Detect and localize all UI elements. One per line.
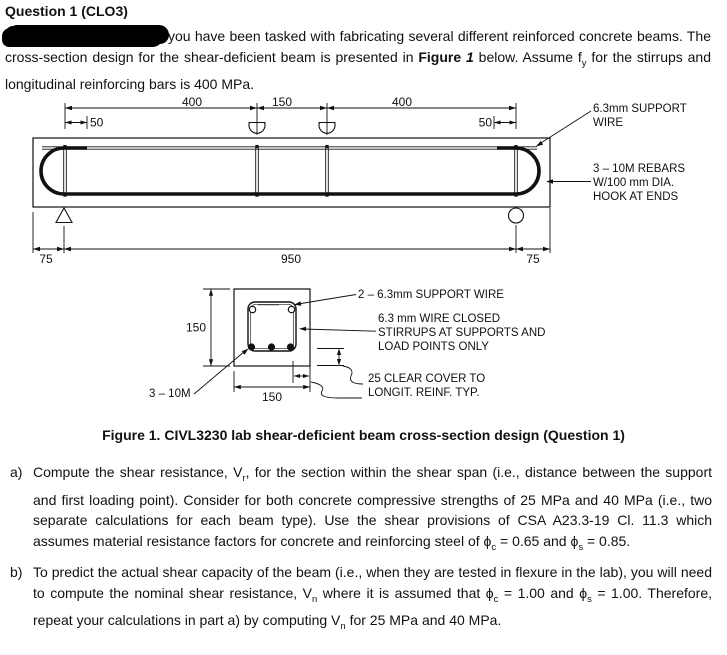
question-heading: Question 1 (CLO3) bbox=[5, 3, 128, 19]
beam-elevation bbox=[33, 95, 687, 266]
figure-reference-number: 1 bbox=[466, 48, 474, 65]
part-a-text-2: , for the section within the shear span (i.e., distance between the support and first loading point). Consider for both concrete compressive strengths of 25 MPa and 40 MPa (i.e., two separate calculations for each beam type). Use the shear provisions of CSA A23.3-19 Cl. 11.3 which assumes material resistance factors for concrete and reinforcing steel of ϕ bbox=[33, 464, 712, 549]
part-b-label: b) bbox=[10, 564, 23, 580]
section-dim-vertical bbox=[186, 289, 230, 366]
vr-subscript: r bbox=[242, 472, 246, 484]
section-dim-150-v: 150 bbox=[185, 320, 206, 335]
section-outline bbox=[234, 289, 310, 366]
cover-note-line2: LONGIT. REINF. TYP. bbox=[368, 387, 480, 399]
dim-950: 950 bbox=[280, 252, 302, 266]
part-a-text-4: = 0.85. bbox=[583, 532, 631, 549]
rebars-label-line2: W/100 mm DIA. bbox=[593, 177, 675, 189]
vn-subscript-2: n bbox=[340, 621, 346, 632]
label-3-10m: 3 – 10M bbox=[149, 388, 191, 400]
part-b-text-4: = 1.00. Therefore, repeat your calculations in part a) by computing V bbox=[33, 584, 712, 629]
figure-reference: Figure bbox=[418, 48, 466, 65]
pin-support-triangle bbox=[56, 208, 72, 223]
callout-rebars bbox=[546, 163, 685, 203]
callout-stirrups-note bbox=[299, 313, 545, 353]
support-wire-label-line2: WIRE bbox=[593, 117, 624, 129]
dim-400-right: 400 bbox=[391, 95, 413, 109]
callout-2-support-wire bbox=[294, 289, 504, 306]
stirrups-note-line1: 6.3 mm WIRE CLOSED bbox=[378, 313, 501, 325]
beam-cross-section bbox=[149, 289, 545, 404]
rebars-label-line1: 3 – 10M REBARS bbox=[593, 163, 686, 175]
intro-text-1: you have been tasked with fabricating several different reinforced concrete beams. The cross-section design for the shear-deficient beam is presented in bbox=[5, 28, 711, 65]
figure-1-drawing bbox=[0, 95, 727, 415]
dim-400-left: 400 bbox=[181, 95, 203, 109]
rebars-label-line3: HOOK AT ENDS bbox=[593, 191, 679, 203]
fy-subscript: y bbox=[581, 57, 587, 69]
dimensions-top bbox=[65, 95, 516, 135]
section-dim-150-h: 150 bbox=[261, 390, 283, 404]
stirrups-note-line2: STIRRUPS AT SUPPORTS AND bbox=[378, 327, 546, 339]
intro-paragraph bbox=[5, 26, 711, 95]
figure-caption: Figure 1. CIVL3230 lab shear-deficient beam cross-section design (Question 1) bbox=[102, 427, 625, 443]
phi-s-subscript-b: s bbox=[587, 593, 592, 605]
label-2-wire: 2 – 6.3mm SUPPORT WIRE bbox=[358, 289, 504, 301]
intro-text-2: below. Assume f bbox=[473, 48, 582, 65]
phi-c-subscript-b: c bbox=[493, 593, 499, 605]
load-point-symbols bbox=[249, 123, 336, 134]
part-b-text-3: = 1.00 and ϕ bbox=[498, 584, 588, 601]
part-a-text-1: Compute the shear resistance, V bbox=[33, 464, 243, 480]
vn-subscript-1: n bbox=[312, 593, 318, 605]
dim-50-right: 50 bbox=[478, 115, 492, 130]
callout-support-wire bbox=[536, 103, 687, 147]
part-b-text-1: To predict the actual shear capacity of the beam (i.e., when they are tested in flexure in the lab), you will need to compute the nominal shear resistance, V bbox=[33, 564, 712, 601]
dim-75-left: 75 bbox=[39, 252, 53, 266]
dim-150-top: 150 bbox=[271, 95, 293, 109]
part-a-paragraph bbox=[5, 462, 712, 558]
intro-text-3: for the stirrups and longitudinal reinforcing bars is 400 MPa. bbox=[5, 48, 711, 92]
beam-outline bbox=[33, 138, 550, 207]
part-b-paragraph bbox=[5, 562, 712, 638]
stirrups-note-line3: LOAD POINTS ONLY bbox=[378, 341, 489, 353]
dim-50-left: 50 bbox=[90, 115, 104, 130]
part-b-text-5: for 25 MPa and 40 MPa. bbox=[345, 612, 502, 629]
support-wire-label-line1: 6.3mm SUPPORT bbox=[593, 103, 687, 115]
phi-c-subscript: c bbox=[491, 541, 497, 553]
dim-75-right: 75 bbox=[526, 252, 540, 266]
dimensions-bottom bbox=[33, 208, 550, 266]
callout-clear-cover-note bbox=[368, 373, 485, 399]
roller-support-circle bbox=[509, 208, 524, 223]
part-a-label: a) bbox=[10, 464, 23, 480]
part-b-text-2: where it is assumed that ϕ bbox=[317, 584, 494, 601]
cover-note-line1: 25 CLEAR COVER TO bbox=[368, 373, 486, 385]
phi-s-subscript: s bbox=[578, 541, 584, 553]
redaction-mark bbox=[5, 26, 165, 45]
part-a-text-3: = 0.65 and ϕ bbox=[496, 532, 579, 549]
